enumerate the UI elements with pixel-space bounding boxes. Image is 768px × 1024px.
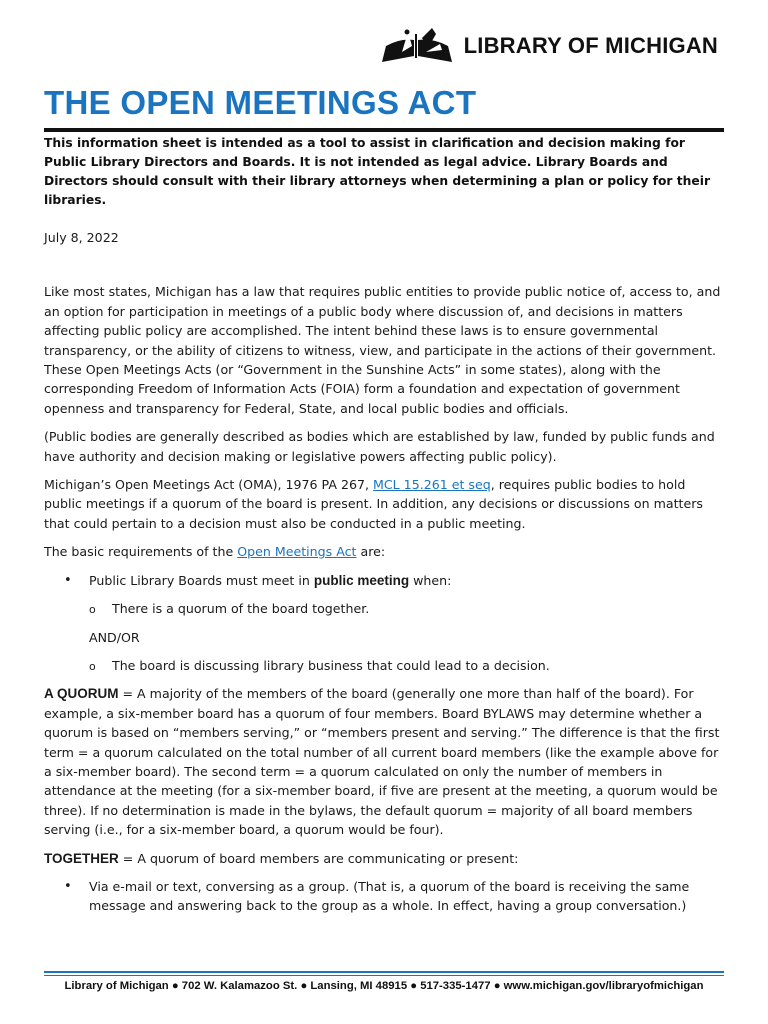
and-or-text: AND/OR xyxy=(89,629,140,645)
list-item xyxy=(44,877,724,916)
requirements-text-before: The basic requirements of the xyxy=(44,544,238,560)
bullet-icon: • xyxy=(64,878,72,894)
sub-bullet-icon: o xyxy=(89,659,96,673)
paragraph-oma xyxy=(44,475,724,533)
bullet-text-before: Public Library Boards must meet in xyxy=(89,572,314,588)
document-date: July 8, 2022 xyxy=(44,230,119,245)
logo-text: LIBRARY OF MICHIGAN xyxy=(463,33,718,58)
mcl-link[interactable]: MCL 15.261 et seq xyxy=(373,477,491,493)
sub-list-item xyxy=(44,656,724,675)
sub-item-text: There is a quorum of the board together. xyxy=(112,601,370,617)
together-definition: = A quorum of board members are communicating or present: xyxy=(118,850,519,866)
together-term: TOGETHER xyxy=(44,850,119,866)
footer-divider xyxy=(44,971,724,973)
bullet-text-after: when: xyxy=(409,572,452,588)
quorum-term: A QUORUM xyxy=(44,686,119,702)
paragraph-together xyxy=(44,849,724,868)
title-divider xyxy=(44,128,724,132)
sub-list-item xyxy=(44,599,724,618)
sub-bullet-icon: o xyxy=(89,603,96,617)
book-logo-icon xyxy=(380,26,454,66)
intro-disclaimer: This information sheet is intended as a tool to assist in clarification and decision making for Public Library Directors and Boards. It is not intended as legal advice. Library Boards and Directors should consult with their library attorneys when determining a plan or policy for their libraries. xyxy=(44,136,711,207)
paragraph-public-bodies: (Public bodies are generally described as bodies which are established by law, funded by public funds and have authority and decision making or legislative powers affecting public policy). xyxy=(44,429,715,464)
footer-divider-thin xyxy=(44,975,724,976)
page-title: THE OPEN MEETINGS ACT xyxy=(44,84,477,121)
paragraph-quorum xyxy=(44,684,724,839)
footer-contact: Library of Michigan ● 702 W. Kalamazoo St. ● Lansing, MI 48915 ● 517-335-1477 ● www.michigan.gov/libraryofmichigan xyxy=(64,980,704,992)
oma-text-before: Michigan’s Open Meetings Act (OMA), 1976 PA 267, xyxy=(44,477,373,493)
library-logo xyxy=(380,26,718,66)
quorum-definition: = A majority of the members of the board (generally one more than half of the board). For example, a six-member board has a quorum of four members. Board BYLAWS may determine whether a quorum is based on “members serving,” or “members present and serving.” The difference is that the first term = a quorum calculated on the total number of all current board members (like the example above for a six-member board). The second term = a quorum calculated on only the number of members in attendance at the meeting (for a six-member board, if five are present at the meeting, a quorum would be three). If no determination is made in the bylaws, the default quorum = majority of all board members serving (i.e., for a six-member board, a quorum would be four). xyxy=(44,686,720,838)
paragraph-intro: Like most states, Michigan has a law that requires public entities to provide public notice of, access to, and an option for participation in meetings of a public body where discussion of, and decisions in matters affecting public policy are accomplished. The intent behind these laws is to ensure governmental transparency, or the ability of citizens to witness, view, and participate in the actions of their government. These Open Meetings Acts (or “Government in the Sunshine Acts” in some states), along with the corresponding Freedom of Information Acts (FOIA) form a foundation and expectation of government openness and transparency for Federal, State, and local public bodies and officials. xyxy=(44,284,721,416)
paragraph-requirements xyxy=(44,542,724,561)
requirements-text-after: are: xyxy=(356,544,386,560)
list-item xyxy=(44,571,724,590)
bullet-text: Via e-mail or text, conversing as a group. (That is, a quorum of the board is receiving the same message and answering back to the group as a whole. In effect, having a group conversation.) xyxy=(89,878,690,914)
open-meetings-act-link[interactable]: Open Meetings Act xyxy=(237,544,357,560)
sub-item-text: The board is discussing library business that could lead to a decision. xyxy=(112,657,550,673)
document-body xyxy=(44,226,724,925)
oma-text-after: , requires public bodies to hold public meetings if a quorum of the board is present. In addition, any decisions or discussions on matters that could pertain to a decision must also be conducted in a public meeting. xyxy=(44,477,703,531)
bullet-icon: • xyxy=(64,572,72,588)
bullet-strong-text: public meeting xyxy=(313,572,410,588)
